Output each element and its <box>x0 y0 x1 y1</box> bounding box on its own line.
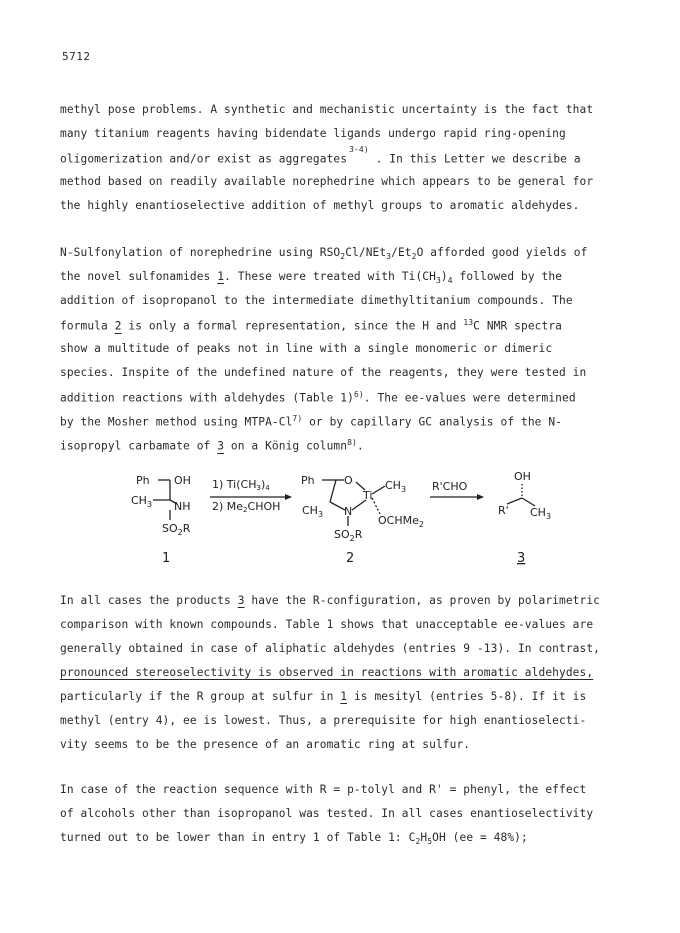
text-line: N-Sulfonylation of norephedrine using $RSO_2Cl/NEt_3/Et_2O$ afforded good yields of <box>60 246 588 262</box>
compound-2-label: 2 <box>346 551 355 566</box>
text-line: many titanium reagents having bidendate ligands undergo rapid ring-opening <box>60 127 566 140</box>
text-line: generally obtained in case of aliphatic aldehydes (entries 9 -13). In contrast, <box>60 642 600 655</box>
c2-ch3: $CH_3$ <box>385 479 407 494</box>
page-number: 5712 <box>62 50 91 63</box>
text-line: methyl (entry 4), ee is lowest. Thus, a prerequisite for high enantioselecti- <box>60 714 587 727</box>
c2-ch3b: $CH_3$ <box>302 504 324 519</box>
text-line: method based on readily available norephedrine which appears to be general for <box>60 175 594 188</box>
reaction-scheme <box>0 470 680 580</box>
c1-ch3: $CH_3$ <box>131 494 153 509</box>
text-line: methyl pose problems. A synthetic and mechanistic uncertainty is the fact that <box>60 103 594 116</box>
text-line: addition of isopropanol to the intermediate dimethyltitanium compounds. The <box>60 294 573 307</box>
arrow-2 <box>430 494 484 500</box>
text-line: addition reactions with aldehydes (Table 1)$^{6)}$. The ee-values were determined <box>60 390 576 405</box>
text-line: vity seems to be the presence of an aromatic ring at sulfur. <box>60 738 471 751</box>
text-line: by the Mosher method using MTPA-Cl$^{7)}$ or by capillary GC analysis of the N- <box>60 414 562 429</box>
c3-oh: OH <box>514 470 531 483</box>
c2-o: O <box>344 474 353 487</box>
c2-ti: Ti <box>363 489 373 502</box>
text-line: the novel sulfonamides 1. These were treated with $Ti(CH_3)_4$ followed by the <box>60 270 563 286</box>
text-line: isopropyl carbamate of 3 on a König column$^{8)}$. <box>60 438 364 453</box>
c3-r: R' <box>498 504 509 517</box>
compound-3 <box>507 484 535 506</box>
c2-so2r: $SO_2R$ <box>334 528 363 543</box>
c1-oh: OH <box>174 474 191 487</box>
text-line: show a multitude of peaks not in line with a single monomeric or dimeric <box>60 342 553 355</box>
text-line: of alcohols other than isopropanol was tested. In all cases enantioselectivity <box>60 807 594 820</box>
reagent-2: 2) Me2CHOH <box>212 500 281 514</box>
text-line-underlined: pronounced stereoselectivity is observed in reactions with aromatic aldehydes, <box>60 666 594 679</box>
text-line: In case of the reaction sequence with R = p-tolyl and R' = phenyl, the effect <box>60 783 587 796</box>
text-line: In all cases the products 3 have the R-configuration, as proven by polarimetric <box>60 594 601 607</box>
reagent-aldehyde: R'CHO <box>432 480 468 493</box>
compound-2 <box>322 480 385 526</box>
text-line: the highly enantioselective addition of methyl groups to aromatic aldehydes. <box>60 199 580 212</box>
c1-so2r: $SO_2R$ <box>162 522 191 537</box>
text-line: comparison with known compounds. Table 1 shows that unacceptable ee-values are <box>60 618 594 631</box>
text-line: particularly if the R group at sulfur in 1 is mesityl (entries 5-8). If it is <box>60 690 587 703</box>
c2-ochme2: OCHMe$_2$ <box>378 514 424 529</box>
text-line: formula 2 is only a formal representation, since the H and $^{13}$C NMR spectra <box>60 318 563 333</box>
reagent-1: 1) Ti(CH3)4 <box>212 478 270 492</box>
c2-ph: Ph <box>301 474 315 487</box>
c1-ph: Ph <box>136 474 150 487</box>
text-line: oligomerization and/or exist as aggregates$^{3-4)}$ . In this Letter we describe a <box>60 145 581 166</box>
c1-nh: NH <box>174 500 191 513</box>
text-line: turned out to be lower than in entry 1 of Table 1: $C_2H_5OH$ (ee = 48%); <box>60 831 528 847</box>
c3-ch3: $CH_3$ <box>530 506 552 521</box>
c2-n: N <box>344 505 353 518</box>
compound-1-label: 1 <box>162 551 171 566</box>
text-line: species. Inspite of the undefined nature of the reagents, they were tested in <box>60 366 587 379</box>
compound-3-label: 3 <box>517 551 526 566</box>
